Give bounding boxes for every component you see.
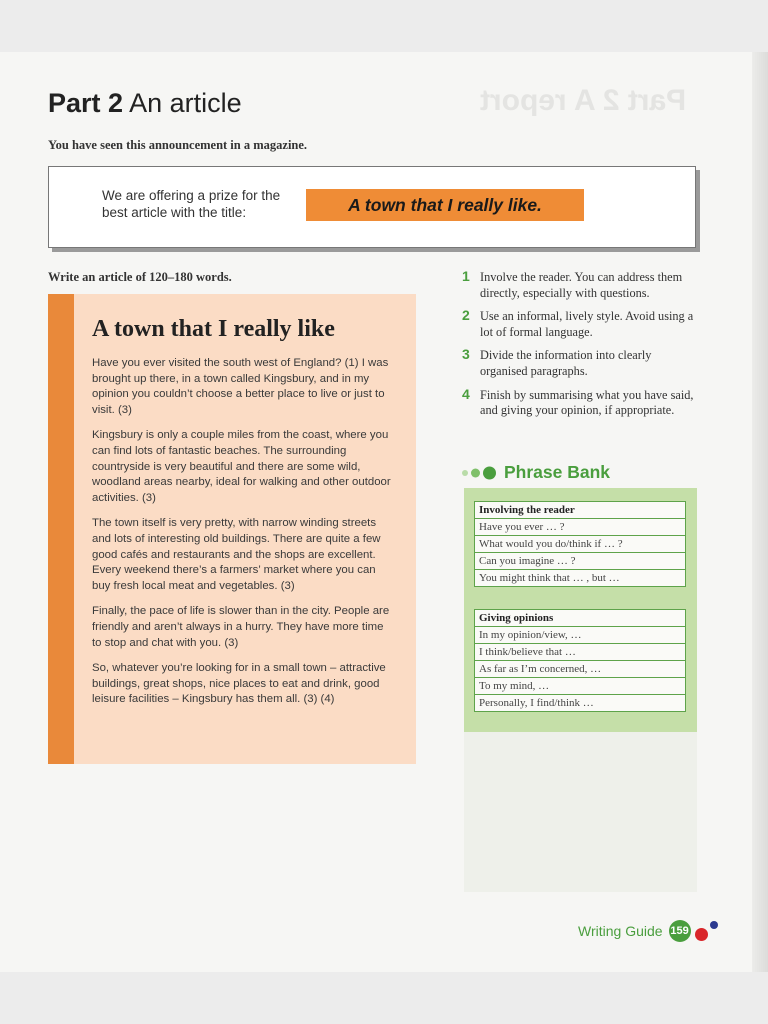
tip-text: Finish by summarising what you have said, and giving your opinion, if appropriate. [480,387,694,418]
tip-number: 2 [462,307,470,324]
phrase-group-heading: Giving opinions [475,610,686,627]
phrase-item: Can you imagine … ? [475,553,686,570]
tip-item [462,309,702,340]
phrase-bank-title: Phrase Bank [504,462,611,482]
page-title [48,88,242,119]
article-paragraph: So, whatever you’re looking for in a small town – attractive buildings, great shops, nice places to eat and drink, good leisure facilities – Kingsbury has them all. (3) (4) [92,662,386,706]
phrase-item: As far as I’m concerned, … [475,661,686,678]
tip-number: 4 [462,385,470,402]
announcement-title-tag: A town that I really like. [306,189,584,221]
decorative-dots-icon [693,918,723,944]
tips-list [462,270,702,427]
phrase-item: Personally, I find/think … [475,695,686,712]
article-title: A town that I really like [92,316,335,342]
phrase-item: Have you ever … ? [475,519,686,536]
tip-item [462,348,702,379]
article-paragraph: Finally, the pace of life is slower than in the city. People are friendly and aren’t always in a hurry. They have more time to stop and chat with you. (3) [92,605,390,649]
article-paragraph: Have you ever visited the south west of England? (1) I was brought up there, in a town called Kingsbury, and in my opinion you couldn’t choose a better place to live or just to visit. (3) [92,357,389,416]
intro-text: You have seen this announcement in a magazine. [48,138,308,152]
article-accent-bar [48,294,74,764]
phrase-group-heading: Involving the reader [475,502,686,519]
page-footer [578,918,723,944]
model-article [48,294,416,764]
page-fold [752,52,768,972]
article-paragraph: The town itself is very pretty, with narrow winding streets and lots of interesting old buildings. There are quite a few good cafés and restaurants and the shops are excellent. Every weekend there’s a farmers’ market where you can buy fresh local meat and vegetables. (3) [92,517,381,592]
article-paragraph: Kingsbury is only a couple miles from the coast, where you can find lots of fantastic beaches. The surrounding countryside is very beautiful and there are some wild, woodland areas nearby, ideal for walking and other outdoor activities. (3) [92,429,391,504]
part-title: An article [129,88,242,118]
phrase-bank-heading [462,462,610,483]
tip-text: Involve the reader. You can address them directly, especially with questions. [480,270,683,300]
tip-item [462,385,702,419]
tip-item [462,270,702,301]
announcement-text: We are offering a prize for the best article with the title: [102,188,281,220]
tip-number: 1 [462,268,470,284]
announcement-box [48,166,696,248]
phrase-table-involving [474,501,686,587]
mirrored-ghost-text: Part 2 A report [480,84,687,117]
article-body [92,356,392,718]
phrase-item: To my mind, … [475,678,686,695]
tip-text: Divide the information into clearly organised paragraphs. [480,348,652,378]
tip-text: Use an informal, lively style. Avoid using a lot of formal language. [480,309,694,339]
page-number-badge: 159 [669,920,691,942]
phrase-item: I think/believe that … [475,644,686,661]
phrase-table-opinions [474,609,686,712]
phrase-item: You might think that … , but … [475,570,686,587]
task-instruction: Write an article of 120–180 words. [48,270,232,284]
section-label: Writing Guide [578,923,663,939]
phrase-item: What would you do/think if … ? [475,536,686,553]
phrase-item: In my opinion/view, … [475,627,686,644]
bullet-dots-icon [462,463,502,483]
tip-number: 3 [462,346,470,363]
sidebar-panel [464,732,697,892]
phrase-bank-box [464,488,697,732]
part-label: Part 2 [48,88,124,118]
